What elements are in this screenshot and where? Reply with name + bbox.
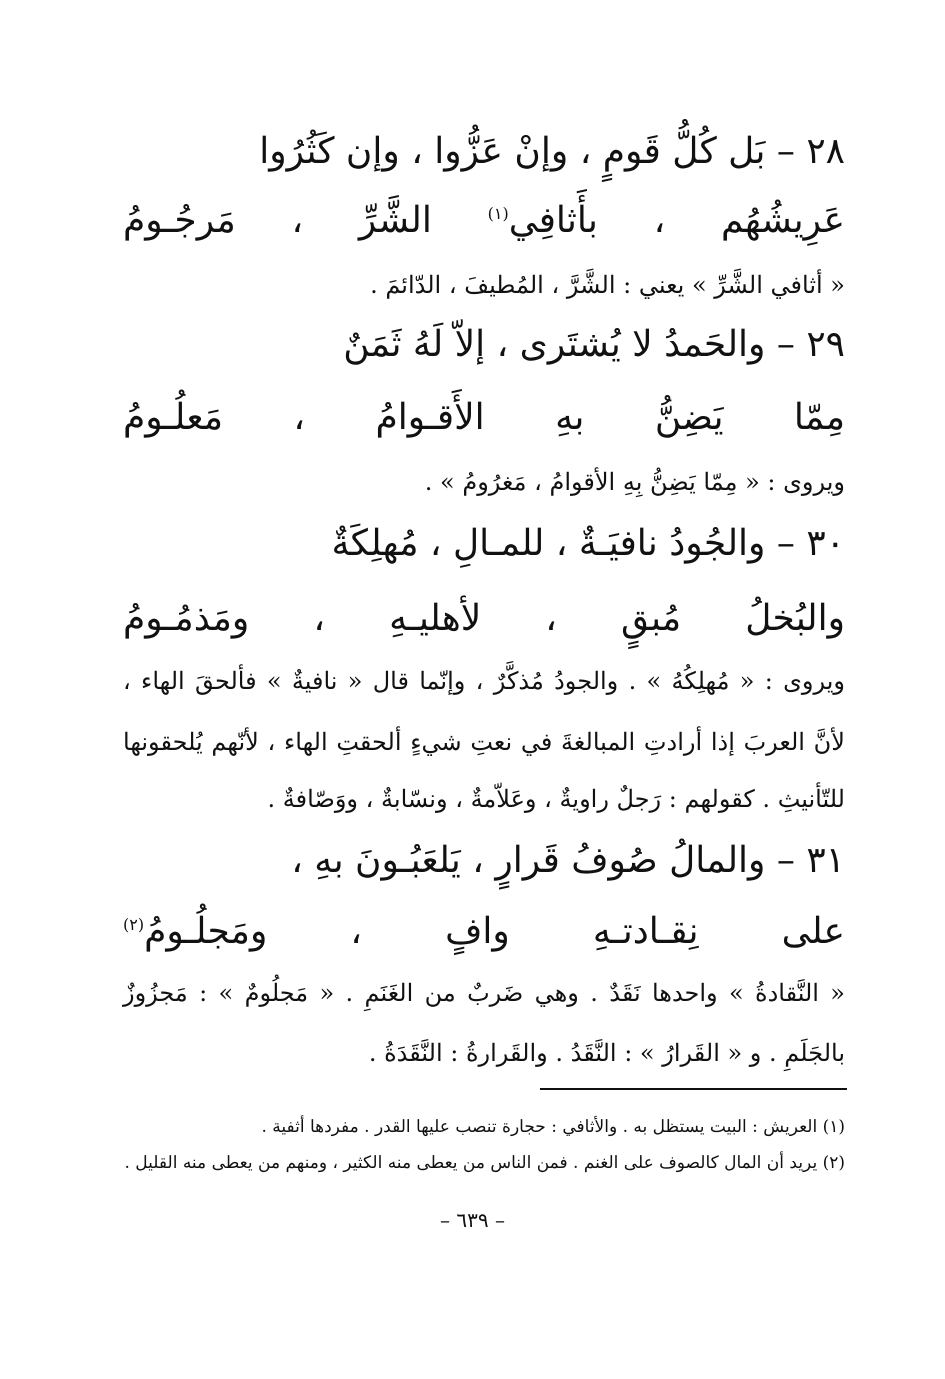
page-number: – ٦٣٩ – — [440, 1208, 505, 1232]
footnote-2: (٢) يريد أن المال كالصوف على الغنم . فمن الناس من يعطى منه الكثير ، ومنهم من يعطى منه القليل . — [124, 1153, 845, 1173]
verse-30-second-hemistich: والبُخلُ مُبقٍ ، لأهليـهِ ، ومَذمُـومُ — [123, 598, 845, 639]
verse-28-second-rest: الشَّرِّ ، مَرجُـومُ — [123, 200, 432, 241]
verse-29-second-hemistich: مِمّا يَضِنُّ بهِ الأَقـوامُ ، مَعلُـومُ — [123, 397, 845, 438]
verse-31-first-hemistich: ٣١ – والمالُ صُوفُ قَرارٍ ، يَلعَبُـونَ بهِ ، — [291, 840, 845, 881]
verse-31-second-text: على نِقـادتـهِ وافٍ ، ومَجلُـومُ — [144, 911, 845, 952]
verse-30-gloss-line-2: لأنَّ العربَ إذا أرادتِ المبالغةَ في نعتِ شيءٍ ألحقتِ الهاء ، لأنّهم يُلحقونها — [123, 728, 845, 756]
verse-31-gloss-line-2: بالجَلَمِ . و « القَرارُ » : النَّقَدُ . والقَرارةُ : النَّقَدَةُ . — [368, 1039, 845, 1067]
verse-30-first-hemistich: ٣٠ – والجُودُ نافيَـةٌ ، للمـالِ ، مُهلِكَةٌ — [331, 523, 845, 564]
footnote-1: (١) العريش : البيت يستظل به . والأثافي : حجارة تنصب عليها القدر . مفردها أثفية . — [261, 1117, 845, 1137]
verse-28-first-hemistich: ٢٨ – بَل كُلُّ قَومٍ ، وإنْ عَزُّوا ، وإن كَثُرُوا — [259, 131, 845, 172]
verse-29-first-hemistich: ٢٩ – والحَمدُ لا يُشتَرى ، إلاّ لَهُ ثَمَنٌ — [343, 324, 845, 365]
verse-28-gloss: « أثافي الشَّرِّ » يعني : الشَّرَّ ، المُطيفَ ، الدّائمَ . — [370, 271, 845, 299]
verse-28-second-text: عَرِيشُهُم ، بأَثافِي — [508, 200, 845, 241]
verse-30-gloss-line-1: ويروى : « مُهلِكُهُ » . والجودُ مُذكَّرٌ ، وإنّما قال « نافيةٌ » فألحقَ الهاء ، — [123, 667, 845, 695]
verse-31-gloss-line-1: « النَّقادةُ » واحدها نَقَدٌ . وهي ضَربٌ من الغَنَمِ . « مَجلُومٌ » : مَجزُوزٌ — [123, 979, 845, 1007]
verse-28-second-hemistich — [123, 196, 845, 246]
footnote-marker-1: (١) — [487, 204, 509, 223]
verse-31-second-hemistich — [123, 907, 845, 957]
verse-29-gloss: ويروى : « مِمّا يَضِنُّ بِهِ الأقوامُ ، مَغرُومُ » . — [424, 468, 845, 496]
verse-30-gloss-line-3: للتّأنيثِ . كقولهم : رَجلٌ راويةٌ ، وعَلاّمةٌ ، ونسّابةٌ ، ووَصّافةٌ . — [267, 785, 845, 813]
footnote-marker-2: (٢) — [123, 915, 145, 934]
footnote-separator — [540, 1088, 847, 1090]
